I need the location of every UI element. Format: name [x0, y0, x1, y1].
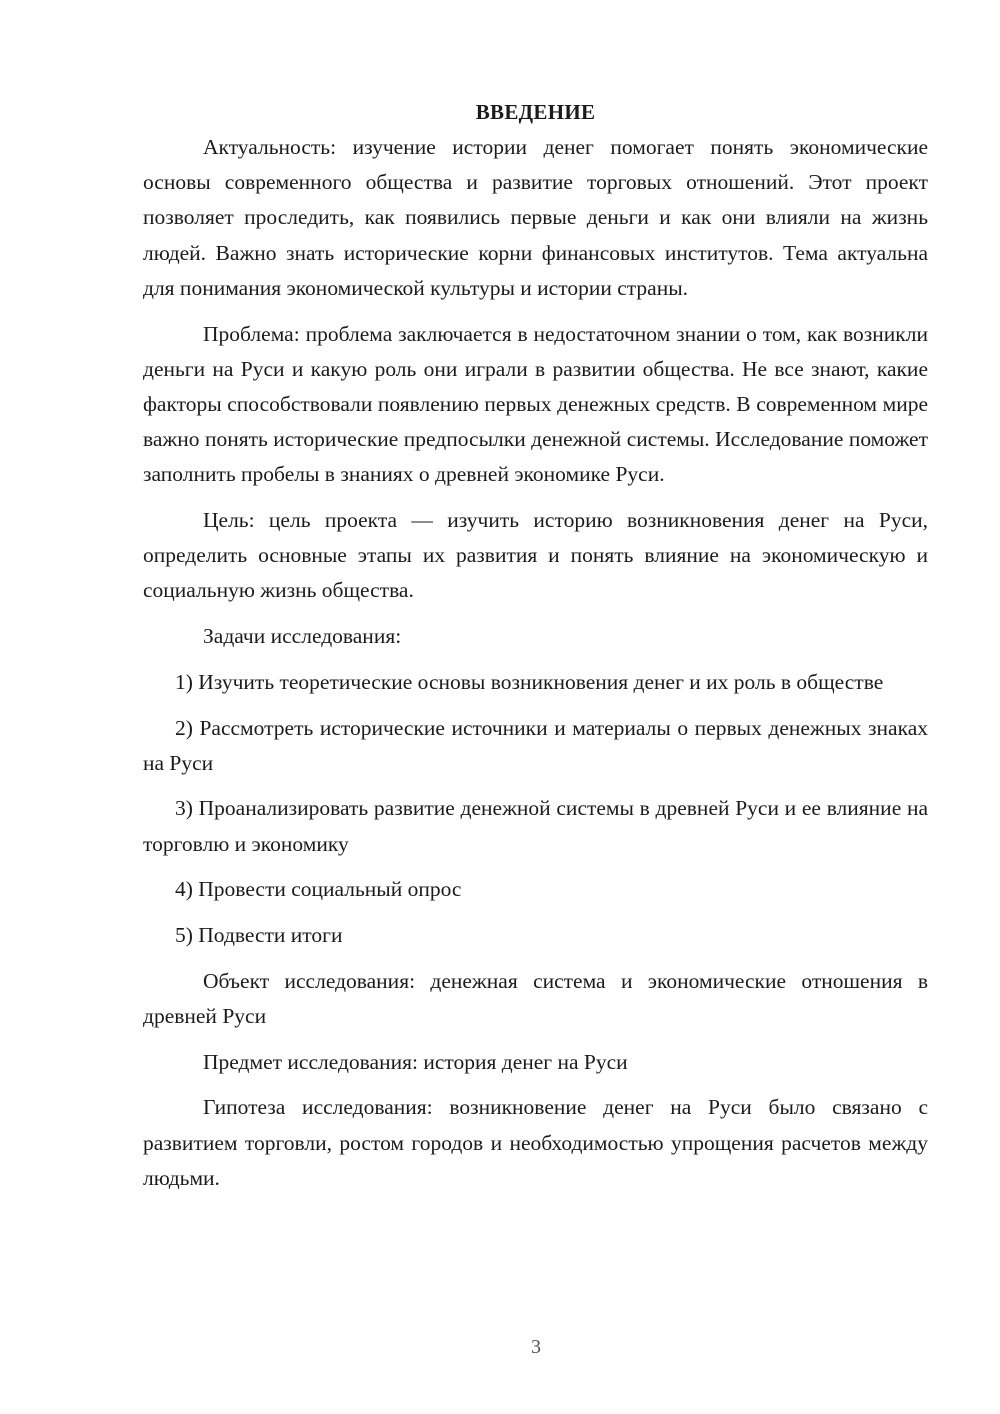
tasks-title: Задачи исследования: [203, 624, 402, 649]
list-item: 5) Подвести итоги [175, 923, 343, 948]
page-number: 3 [531, 1336, 541, 1358]
subject-paragraph: Предмет исследования: история денег на Руси [203, 1049, 628, 1074]
list-item: 1) Изучить теоретические основы возникновения денег и их роль в обществе [175, 669, 884, 694]
object-paragraph: Объект исследования: денежная система и экономические отношения в древней Руси [143, 968, 928, 1028]
hypothesis-paragraph: Гипотеза исследования: возникновение денег на Руси было связано с развитием торговли, ростом городов и необходимостью упрощения расчетов между людьми. [143, 1095, 928, 1190]
tasks-list [143, 665, 928, 953]
list-item: 3) Проанализировать развитие денежной системы в древней Руси и ее влияние на торговлю и экономику [143, 796, 928, 856]
goal-paragraph: Цель: цель проекта — изучить историю возникновения денег на Руси, определить основные этапы их развития и понять влияние на экономическую и социальную жизнь общества. [143, 508, 928, 603]
relevance-paragraph: Актуальность: изучение истории денег помогает понять экономические основы современного общества и развитие торговых отношений. Этот проект позволяет проследить, как появились первые деньги и как они влияли на жизнь людей. Важно знать исторические корни финансовых институтов. Тема актуальна для понимания экономической культуры и истории страны. [143, 135, 928, 300]
page-title: ВВЕДЕНИЕ [475, 100, 596, 124]
list-item: 4) Провести социальный опрос [175, 877, 462, 902]
page-content [143, 94, 928, 1196]
problem-paragraph: Проблема: проблема заключается в недостаточном знании о том, как возникли деньги на Руси и какую роль они играли в развитии общества. Не все знают, какие факторы способствовали появлению первых денежных средств. В современном мире важно понять исторические предпосылки денежной системы. Исследование поможет заполнить пробелы в знаниях о древней экономике Руси. [143, 321, 928, 487]
list-item: 2) Рассмотреть исторические источники и материалы о первых денежных знаках на Руси [143, 715, 928, 775]
